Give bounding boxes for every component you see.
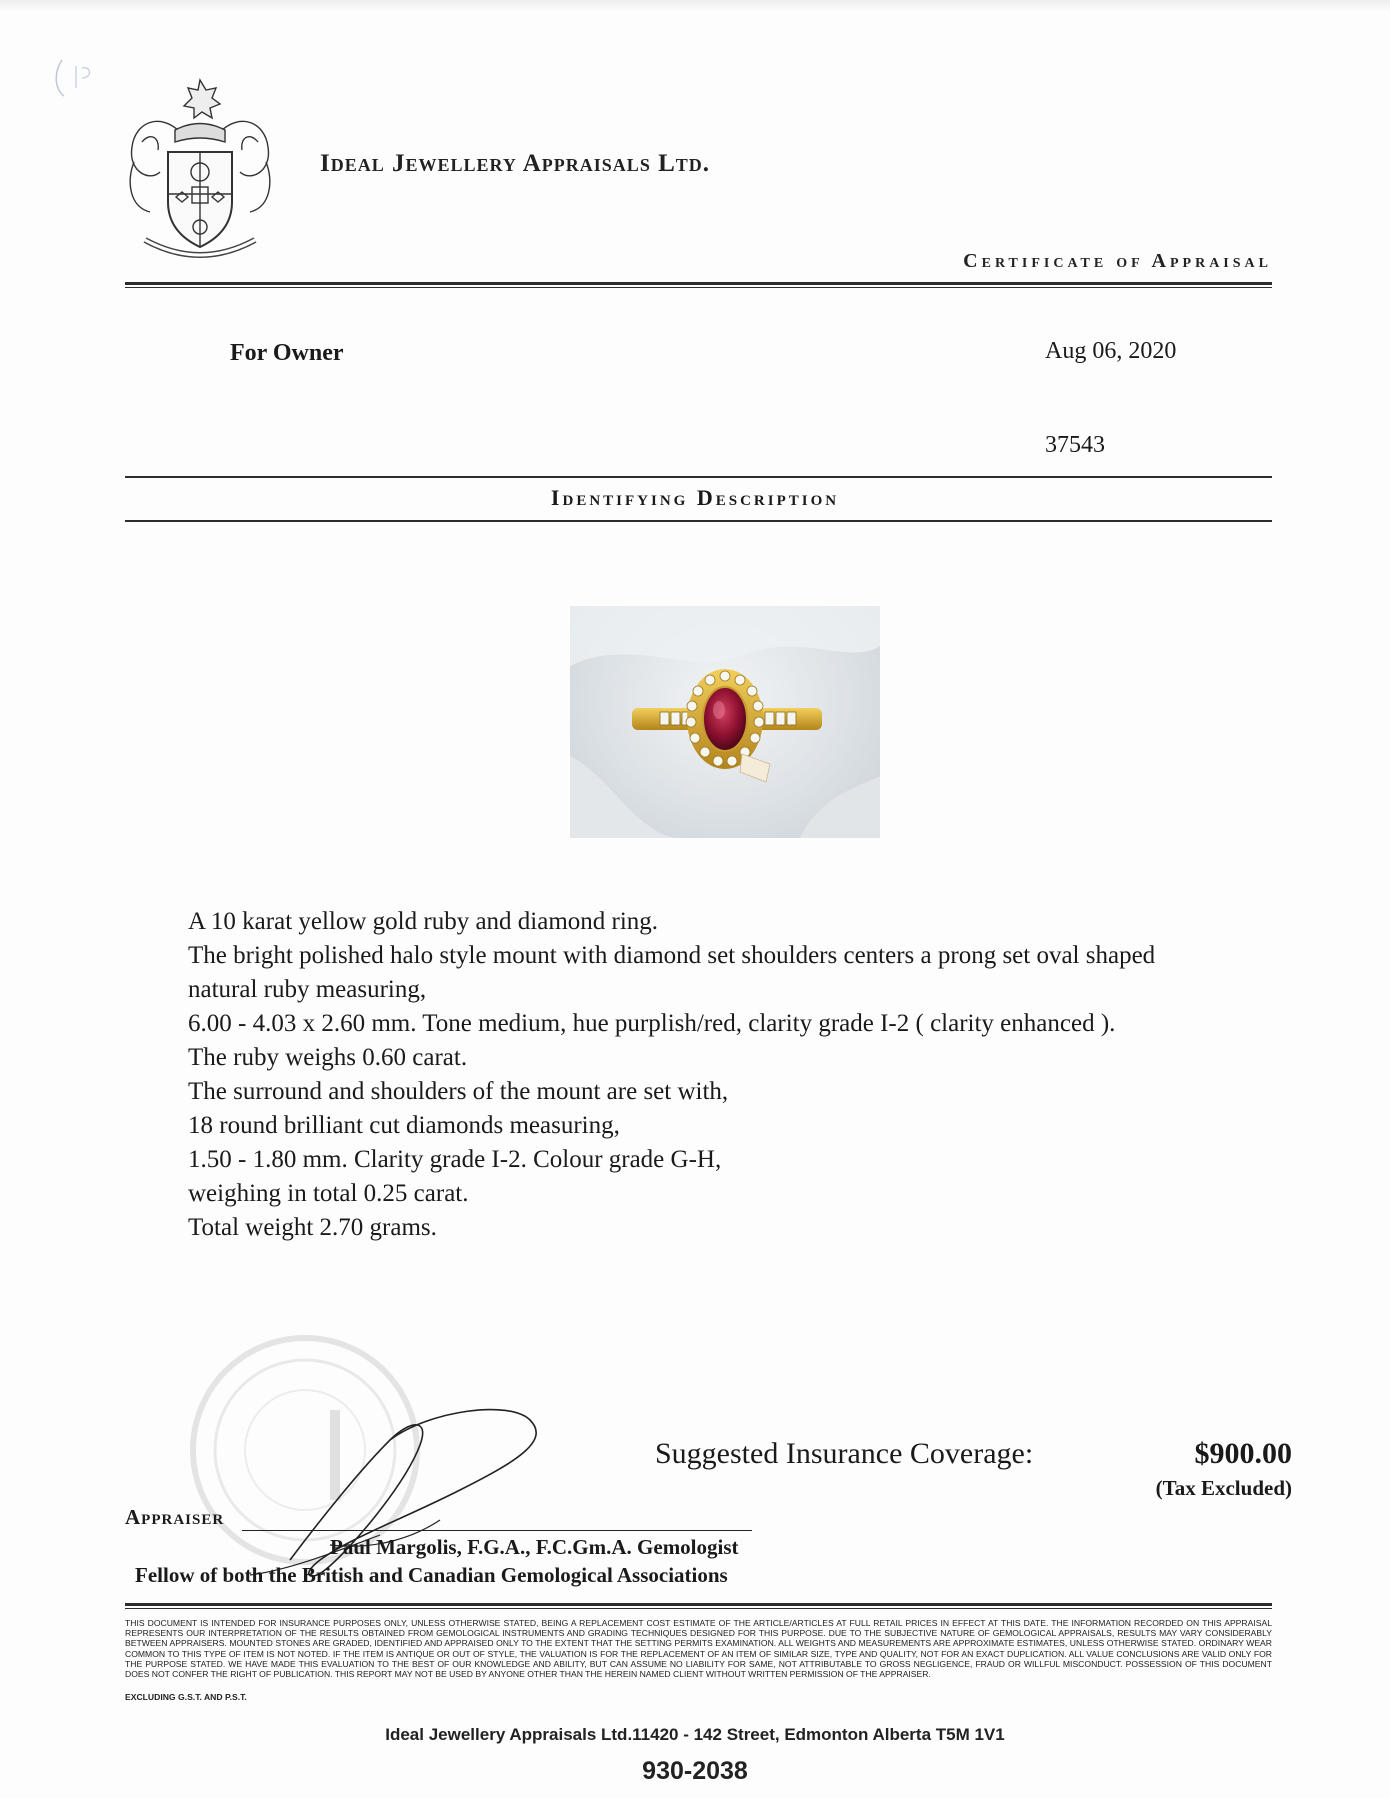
description-line: 1.50 - 1.80 mm. Clarity grade I-2. Colour grade G-H, bbox=[188, 1146, 722, 1173]
section-title: Identifying Description bbox=[550, 485, 840, 510]
company-address: Ideal Jewellery Appraisals Ltd.11420 - 142 Street, Edmonton Alberta T5M 1V1 bbox=[385, 1725, 1005, 1744]
description-line: natural ruby measuring, bbox=[188, 976, 427, 1003]
description-line: weighing in total 0.25 carat. bbox=[188, 1180, 469, 1207]
signature-line bbox=[242, 1530, 752, 1531]
description-line: 6.00 - 4.03 x 2.60 mm. Tone medium, hue purplish/red, clarity grade I-2 ( clarity enhanced ). bbox=[188, 1010, 1116, 1037]
coverage-label: Suggested Insurance Coverage: bbox=[655, 1437, 1034, 1470]
ruby-ring-image bbox=[570, 606, 880, 838]
appraiser-label: Appraiser bbox=[125, 1505, 225, 1529]
description-line: The bright polished halo style mount with diamond set shoulders centers a prong set oval shaped bbox=[188, 942, 1156, 969]
reference-number: 37543 bbox=[1045, 432, 1105, 458]
section-divider-top bbox=[125, 476, 1272, 478]
section-divider-bottom bbox=[125, 520, 1272, 522]
appraisal-date: Aug 06, 2020 bbox=[1045, 338, 1177, 364]
heraldic-crest-icon bbox=[120, 72, 280, 272]
pencil-mark-icon bbox=[52, 52, 98, 102]
legal-disclaimer: THIS DOCUMENT IS INTENDED FOR INSURANCE PURPOSES ONLY, UNLESS OTHERWISE STATED, BEING A REPLACEMENT COST ESTIMATE OF THE ARTICLE/ARTICLES AT FULL RETAIL PRICES IN EFFECT AT THIS DATE. THE INFORMATION RECORDED ON THIS APPRAISAL REPRESENTS OUR INTERPRETATION OF THE RESULTS OBTAINED FROM GEMOLOGICAL INSTRUMENTS AND GRADING TECHNIQUES DESIGNED FOR THIS PURPOSE. DUE TO THE SUBJECTIVE NATURE OF GEMOLOGICAL APPRAISALS, RESULTS MAY VARY CONSIDERABLY BETWEEN APPRAISERS. MOUNTED STONES ARE GRADED, IDENTIFIED AND APPRAISED ONLY TO THE EXTENT THAT THE SETTING PERMITS EXAMINATION. ALL WEIGHTS AND MEASUREMENTS ARE APPROXIMATE ESTIMATES, UNLESS OTHERWISE STATED. ORDINARY WEAR COMMON TO THIS TYPE OF ITEM IS NOT NOTED. IF THE ITEM IS ANTIQUE OR OUT OF STYLE, THE VALUATION IS FOR THE REPLACEMENT OF AN ITEM OF SIMILAR SIZE, TYPE AND QUALITY, NOT FOR AN EXACT DUPLICATION. ALL VALUE CONCLUSIONS ARE VALID ONLY FOR THE PURPOSE STATED. WE HAVE MADE THIS EVALUATION TO THE BEST OF OUR KNOWLEDGE AND ABILITY, BUT CAN ASSUME NO LIABILITY FOR SAME, NOT ATTRIBUTABLE TO GROSS NEGLIGENCE, FRAUD OR WILLFUL MISCONDUCT. POSSESSION OF THIS DOCUMENT DOES NOT CONFER THE RIGHT OF PUBLICATION. THIS REPORT MAY NOT BE USED BY ANYONE OTHER THAN THE HEREIN NAMED CLIENT WITHOUT WRITTEN PERMISSION OF THE APPRAISER. bbox=[125, 1618, 1272, 1680]
description-line: The ruby weighs 0.60 carat. bbox=[188, 1044, 468, 1071]
company-phone: 930-2038 bbox=[642, 1757, 748, 1785]
tax-exclusion: EXCLUDING G.S.T. AND P.S.T. bbox=[125, 1692, 247, 1702]
ring-photo bbox=[570, 606, 880, 838]
scan-edge bbox=[0, 0, 1390, 12]
appraiser-credentials: Fellow of both the British and Canadian Gemological Associations bbox=[135, 1563, 728, 1587]
coverage-amount: $900.00 bbox=[1194, 1437, 1292, 1470]
description-line: Total weight 2.70 grams. bbox=[188, 1214, 437, 1241]
description-line: 18 round brilliant cut diamonds measuring, bbox=[188, 1112, 620, 1139]
company-name: Ideal Jewellery Appraisals Ltd. bbox=[320, 150, 711, 177]
coverage-tax-note: (Tax Excluded) bbox=[1155, 1476, 1292, 1500]
description-line: A 10 karat yellow gold ruby and diamond ring. bbox=[188, 908, 659, 935]
item-description bbox=[188, 905, 1278, 1245]
header-divider bbox=[125, 282, 1272, 288]
owner-label: For Owner bbox=[230, 340, 344, 366]
appraiser-name: Paul Margolis, F.G.A., F.C.Gm.A. Gemologist bbox=[330, 1535, 739, 1559]
certificate-title: Certificate of Appraisal bbox=[963, 250, 1272, 272]
description-line: The surround and shoulders of the mount are set with, bbox=[188, 1078, 729, 1105]
footer-divider bbox=[125, 1603, 1272, 1609]
